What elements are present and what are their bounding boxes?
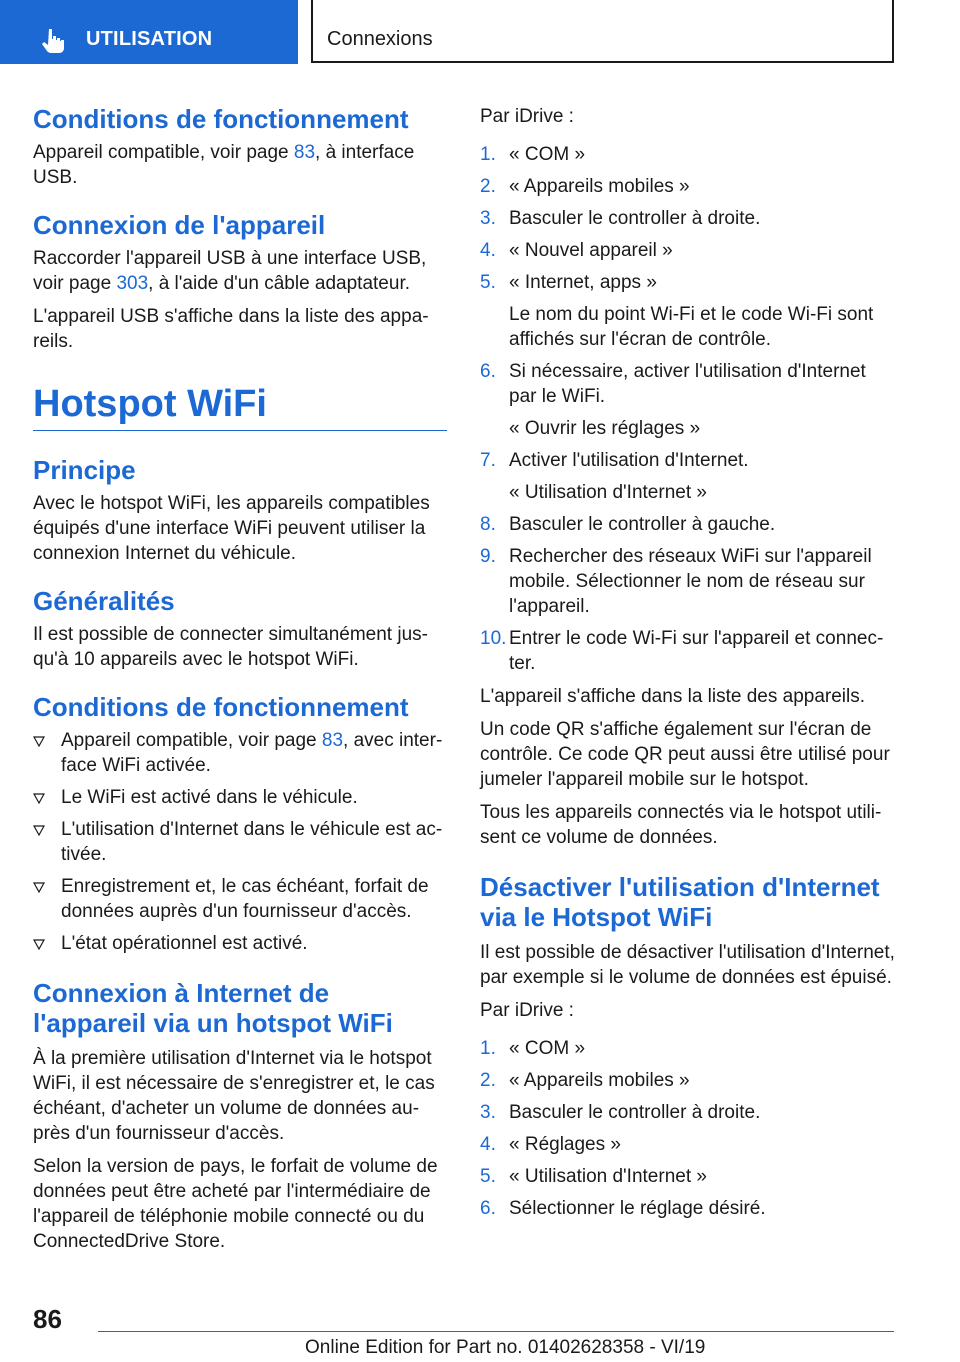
list-item: Le WiFi est activé dans le véhicule. xyxy=(33,785,447,810)
list-item: 3. Basculer le controller à droite. xyxy=(480,1102,761,1123)
heading-connexion-internet: Connexion à Internet de l'appareil via un hotspot WiFi xyxy=(33,978,393,1038)
heading-generalites: Généralités xyxy=(33,586,175,616)
par-idrive-label: Par iDrive : xyxy=(480,106,574,127)
footer-rule xyxy=(98,1331,894,1332)
section-tab-label: UTILISATION xyxy=(86,28,213,50)
list-item: 10. Entrer le code Wi-Fi sur l'appareil et connecter. xyxy=(480,628,884,674)
page-link[interactable]: 83 xyxy=(293,142,316,163)
heading-connexion-appareil: Connexion de l'appareil xyxy=(33,210,326,240)
heading-conditions-wifi: Conditions de fonctionnement xyxy=(33,692,409,722)
list-item: 1. « COM » xyxy=(480,144,586,165)
list-item: 4. « Nouvel appareil » xyxy=(480,240,673,261)
list-item: 5. « Utilisation d'Internet » xyxy=(480,1166,707,1187)
heading-conditions-usb: Conditions de fonctionnement xyxy=(33,104,409,134)
section-tab xyxy=(0,0,298,64)
left-column xyxy=(33,98,447,1254)
list-item: L'état opérationnel est activé. xyxy=(33,931,447,956)
paragraph-principe: Avec le hotspot WiFi, les appareils compatibles équipés d'une interface WiFi peuvent utiliser la connexion Internet du véhicule. xyxy=(33,493,430,564)
list-item: 8. Basculer le controller à gauche. xyxy=(480,514,776,535)
list-item: 2. « Appareils mobiles » xyxy=(480,176,690,197)
par-idrive-label: Par iDrive : xyxy=(480,1000,574,1021)
list-item: 7. Activer l'utilisation d'Internet. xyxy=(480,450,749,471)
paragraph-connexion-1: Raccorder l'appareil USB à une interface USB, voir page 303, à l'aide d'un câble adaptateur. xyxy=(33,248,427,294)
list-item: 9. Rechercher des réseaux WiFi sur l'appareil mobile. Sélectionner le nom de réseau sur l'appareil. xyxy=(480,546,872,617)
paragraph-after-3: Tous les appareils connectés via le hotspot utilisent ce volume de données. xyxy=(480,802,882,848)
paragraph-after-2: Un code QR s'affiche également sur l'écran de contrôle. Ce code QR peut aussi être utilisé pour jumeler l'appareil mobile sur le hotspot. xyxy=(480,719,890,790)
step-note: « Ouvrir les réglages » xyxy=(509,418,701,439)
paragraph-conditions-usb: Appareil compatible, voir page 83, à interface USB. xyxy=(33,142,415,188)
paragraph-generalites: Il est possible de connecter simultanément jusqu'à 10 appareils avec le hotspot WiFi. xyxy=(33,624,428,670)
heading-desactiver: Désactiver l'utilisation d'Internet via le Hotspot WiFi xyxy=(480,872,880,932)
list-item: L'utilisation d'Internet dans le véhicule est activée. xyxy=(33,817,447,867)
heading-rule xyxy=(33,430,447,431)
steps-list-activate xyxy=(480,142,898,676)
triangle-down-outline-icon xyxy=(33,825,45,836)
list-item: 3. Basculer le controller à droite. xyxy=(480,208,761,229)
list-item: Appareil compatible, voir page 83, avec interface WiFi activée. xyxy=(33,728,447,778)
triangle-down-outline-icon xyxy=(33,736,45,747)
heading-hotspot-wifi: Hotspot WiFi xyxy=(33,383,267,425)
right-column xyxy=(480,98,898,1221)
footer-edition: Online Edition for Part no. 01402628358 - VI/19 xyxy=(305,1337,706,1358)
chapter-title: Connexions xyxy=(327,28,433,50)
triangle-down-outline-icon xyxy=(33,939,45,950)
step-note: « Utilisation d'Internet » xyxy=(509,482,707,503)
triangle-down-outline-icon xyxy=(33,793,45,804)
list-item: 1. « COM » xyxy=(480,1038,586,1059)
step-note: Le nom du point Wi-Fi et le code Wi-Fi sont affichés sur l'écran de contrôle. xyxy=(509,304,874,350)
hand-pointer-icon xyxy=(40,27,66,53)
list-item: 6. Si nécessaire, activer l'utilisation d'Internet par le WiFi. xyxy=(480,361,866,407)
paragraph-internet-1: À la première utilisation d'Internet via le hotspot WiFi, il est nécessaire de s'enregistrer et, le cas échéant, d'acheter un volume de données auprès d'un fournisseur d'accès. xyxy=(33,1048,435,1144)
list-item: 6. Sélectionner le réglage désiré. xyxy=(480,1198,766,1219)
page-link[interactable]: 303 xyxy=(116,273,149,294)
list-item: 2. « Appareils mobiles » xyxy=(480,1070,690,1091)
list-item: 5. « Internet, apps » xyxy=(480,272,657,293)
steps-list-deactivate xyxy=(480,1036,898,1221)
conditions-list xyxy=(33,728,447,956)
list-item: Enregistrement et, le cas échéant, forfait de données auprès d'un fournisseur d'accès. xyxy=(33,874,447,924)
paragraph-connexion-2: L'appareil USB s'affiche dans la liste des appareils. xyxy=(33,306,429,352)
paragraph-desactiver: Il est possible de désactiver l'utilisation d'Internet, par exemple si le volume de données est épuisé. xyxy=(480,942,895,988)
list-item: 4. « Réglages » xyxy=(480,1134,621,1155)
page-number: 86 xyxy=(33,1304,62,1334)
triangle-down-outline-icon xyxy=(33,882,45,893)
paragraph-after-1: L'appareil s'affiche dans la liste des appareils. xyxy=(480,686,866,707)
page-link[interactable]: 83 xyxy=(321,730,344,751)
paragraph-internet-2: Selon la version de pays, le forfait de volume de données peut être acheté par l'intermédiaire de l'appareil de téléphonie mobile connecté ou du ConnectedDrive Store. xyxy=(33,1156,438,1252)
heading-principe: Principe xyxy=(33,455,136,485)
chapter-header xyxy=(311,0,894,63)
